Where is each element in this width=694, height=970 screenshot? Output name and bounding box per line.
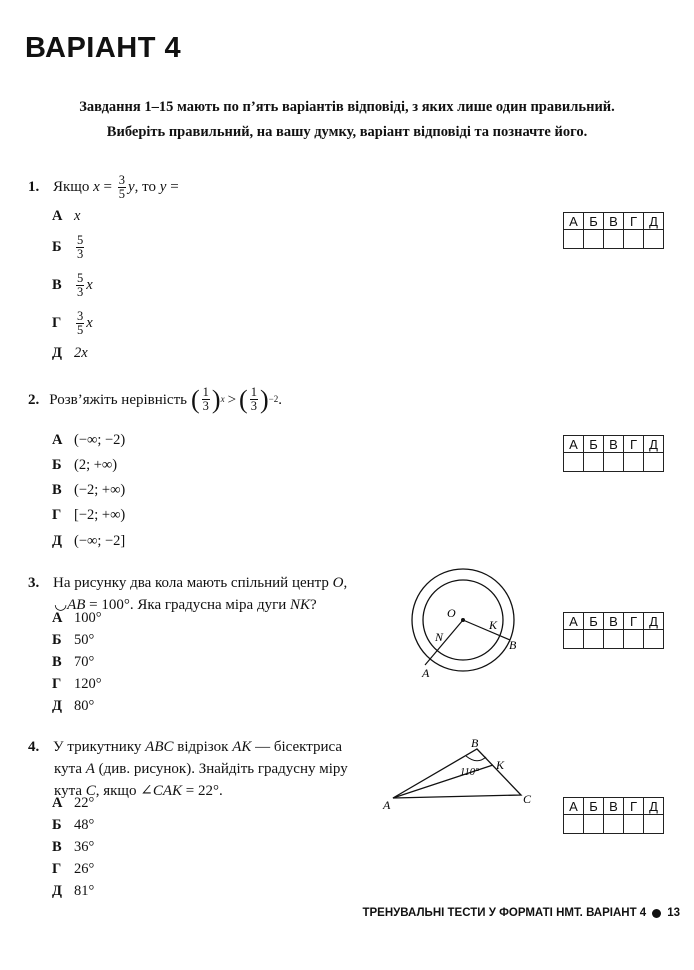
svg-text:110°: 110°: [460, 767, 480, 778]
fraction: $\frac{5}{3}$: [77, 271, 84, 299]
option-b[interactable]: Б 50°: [52, 632, 95, 648]
question-number: 2.: [28, 391, 40, 408]
page-footer: [362, 907, 680, 919]
answer-grid-3: А Б В Г Д: [563, 612, 664, 649]
instructions-line-2: Виберіть правильний, на вашу думку, варіант відповіді та позначте його.: [106, 124, 588, 140]
question-3: 3. На рисунку два кола мають спільний центр O, ◡AB = 100°. Яка градусна міра дуги NK?: [28, 575, 348, 613]
answer-cell[interactable]: [644, 815, 664, 834]
option-a[interactable]: А 22°: [52, 795, 95, 811]
answer-cell[interactable]: [604, 453, 624, 472]
option-d[interactable]: Г 26°: [52, 861, 95, 877]
triangle-figure: [380, 735, 540, 815]
concentric-circles-figure: [405, 565, 535, 680]
answer-cell[interactable]: [624, 230, 644, 249]
svg-text:C: C: [523, 792, 532, 806]
option-e[interactable]: Д 80°: [52, 698, 95, 714]
svg-text:A: A: [383, 798, 391, 812]
option-c[interactable]: В 36°: [52, 839, 95, 855]
svg-text:A: A: [422, 666, 430, 680]
answer-grid-1: А Б В Г Д: [563, 212, 664, 249]
svg-text:K: K: [489, 618, 498, 632]
page-number: 13: [667, 907, 680, 919]
question-text: . Яка градусна міра дуги: [129, 597, 287, 613]
answer-cell[interactable]: [644, 630, 664, 649]
svg-text:O: O: [447, 606, 456, 620]
option-b[interactable]: Б $\frac{5}{3}$: [52, 233, 84, 261]
svg-text:N: N: [435, 630, 444, 644]
answer-cell[interactable]: [604, 630, 624, 649]
answer-cell[interactable]: [584, 453, 604, 472]
question-2: 2. Розв’яжіть нерівність ( $\frac{1}{3}$ ) x > ( $\frac{1}{3}$ ) −2 .: [28, 384, 282, 414]
option-e[interactable]: Д (−∞; −2]: [52, 533, 126, 549]
answer-cell[interactable]: [604, 230, 624, 249]
option-d[interactable]: Г 120°: [52, 676, 102, 692]
answer-cell[interactable]: [624, 453, 644, 472]
option-b[interactable]: Б (2; +∞): [52, 457, 118, 473]
question-number: 1.: [28, 178, 40, 195]
option-c[interactable]: В 70°: [52, 654, 95, 670]
question-4: 4. У трикутнику ABC відрізок AK — бісектриса кута A (див. рисунок). Знайдіть градусну міру кута C, якщо ∠CAK = 22°.: [28, 739, 348, 799]
question-number: 3.: [28, 575, 40, 591]
question-text: Якщо: [53, 178, 90, 195]
question-1: 1. Якщо x = $\frac{3}{5}$ y, то y =: [28, 173, 179, 201]
answer-cell[interactable]: [564, 630, 584, 649]
answer-cell[interactable]: [624, 815, 644, 834]
fraction: $\frac{3}{5}$: [77, 309, 84, 337]
option-e[interactable]: Д 2x: [52, 345, 88, 361]
answer-cell[interactable]: [584, 815, 604, 834]
footer-text: ТРЕНУВАЛЬНІ ТЕСТИ У ФОРМАТІ НМТ. ВАРІАНТ 4: [362, 907, 647, 919]
option-c[interactable]: В (−2; +∞): [52, 482, 126, 498]
question-text: Розв’яжіть нерівність: [49, 391, 187, 408]
option-d[interactable]: Г [−2; +∞): [52, 507, 126, 523]
answer-cell[interactable]: [584, 230, 604, 249]
instructions: [0, 95, 694, 145]
answer-grid-4: А Б В Г Д: [563, 797, 664, 834]
svg-text:B: B: [509, 638, 517, 652]
question-text: , то: [134, 178, 157, 195]
instructions-line-1: Завдання 1–15 мають по п’ять варіантів відповіді, з яких лише один правильний.: [79, 99, 615, 115]
answer-cell[interactable]: [644, 230, 664, 249]
answer-cell[interactable]: [584, 630, 604, 649]
answer-cell[interactable]: [624, 630, 644, 649]
option-c[interactable]: В $\frac{5}{3}$ x: [52, 271, 93, 299]
answer-cell[interactable]: [644, 453, 664, 472]
option-a[interactable]: А (−∞; −2): [52, 432, 126, 448]
option-e[interactable]: Д 81°: [52, 883, 95, 899]
fraction: $\frac{3}{5}$: [118, 173, 125, 201]
question-text: На рисунку два кола мають спільний центр: [53, 575, 329, 591]
svg-text:B: B: [471, 736, 479, 750]
answer-cell[interactable]: [604, 815, 624, 834]
option-b[interactable]: Б 48°: [52, 817, 95, 833]
page-title: ВАРІАНТ 4: [25, 32, 182, 64]
option-a[interactable]: А x: [52, 208, 81, 224]
answer-cell[interactable]: [564, 230, 584, 249]
answer-cell[interactable]: [564, 453, 584, 472]
bullet-icon: [652, 909, 661, 918]
answer-grid-2: А Б В Г Д: [563, 435, 664, 472]
svg-text:K: K: [496, 758, 505, 772]
answer-cell[interactable]: [564, 815, 584, 834]
option-a[interactable]: А 100°: [52, 610, 102, 626]
fraction: $\frac{5}{3}$: [77, 233, 84, 261]
option-d[interactable]: Г $\frac{3}{5}$ x: [52, 309, 93, 337]
question-number: 4.: [28, 739, 40, 755]
